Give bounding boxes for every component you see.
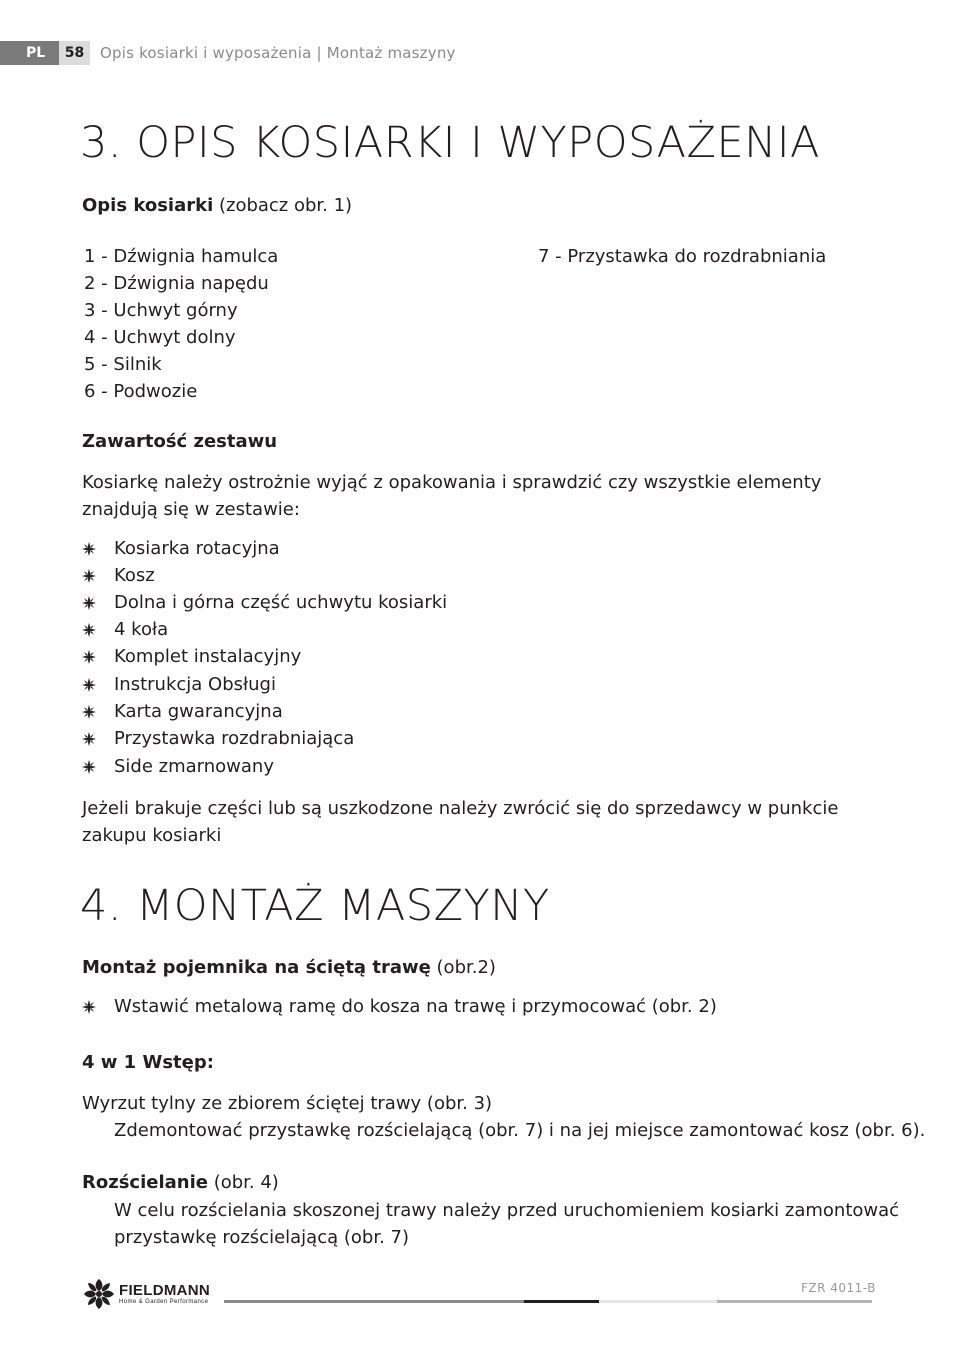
intro-heading (82, 1052, 214, 1073)
list-item-text: Karta gwarancyjna (114, 701, 283, 722)
flower-bullet-icon (82, 542, 96, 556)
flower-bullet-icon (82, 705, 96, 719)
intro-heading-bold: 4 w 1 Wstęp: (82, 1052, 214, 1073)
part-item: 7 - Przystawka do rozdrabniania (538, 246, 827, 267)
list-item-text: Przystawka rozdrabniająca (114, 728, 355, 749)
list-item (82, 619, 168, 640)
list-item (82, 592, 447, 613)
language-tab: PL (0, 41, 59, 65)
flower-bullet-icon (82, 732, 96, 746)
flower-bullet-icon (82, 569, 96, 583)
part-item: 4 - Uchwyt dolny (84, 327, 236, 348)
brand-name: FIELDMANN (119, 1282, 211, 1299)
list-item-text: Instrukcja Obsługi (114, 674, 276, 695)
list-item-text: Kosiarka rotacyjna (114, 538, 280, 559)
part-item: 5 - Silnik (84, 354, 162, 375)
footer-divider (717, 1300, 872, 1303)
list-item-text: Dolna i górna część uchwytu kosiarki (114, 592, 448, 613)
spreading-line: przystawkę rozścielającą (obr. 7) (114, 1227, 409, 1248)
list-item-text: Komplet instalacyjny (114, 646, 302, 667)
flower-bullet-icon (82, 623, 96, 637)
bag-mount-heading-bold: Montaż pojemnika na ściętą trawę (82, 957, 431, 978)
brand-text-block (119, 1283, 210, 1305)
section3-title: 3. OPIS KOSIARKI I WYPOSAŻENIA (80, 118, 820, 168)
page-header (0, 41, 456, 65)
contents-heading-bold: Zawartość zestawu (82, 431, 278, 452)
list-item-text: Side zmarnowany (114, 756, 274, 777)
list-item (82, 646, 301, 667)
footer-divider (524, 1300, 599, 1303)
spreading-heading (82, 1172, 279, 1193)
list-item (82, 674, 276, 695)
part-item: 1 - Dźwignia hamulca (84, 246, 279, 267)
model-number: FZR 4011-B (801, 1281, 876, 1295)
list-item (82, 701, 283, 722)
list-item (82, 538, 280, 559)
fieldmann-logo-icon (82, 1277, 116, 1311)
bag-mount-heading (82, 957, 496, 978)
list-item (82, 756, 274, 777)
header-title: Opis kosiarki i wyposażenia | Montaż maszyny (100, 44, 456, 62)
description-heading (82, 195, 352, 216)
list-item (82, 996, 717, 1017)
brand-logo (82, 1277, 210, 1311)
list-item (82, 728, 354, 749)
parts-list-right (538, 243, 826, 270)
spreading-line: W celu rozścielania skoszonej trawy należy przed uruchomieniem kosiarki zamontować (114, 1200, 900, 1221)
missing-parts-note: Jeżeli brakuje części lub są uszkodzone należy zwrócić się do sprzedawcy w punkcie zakupu kosiarki (82, 798, 839, 846)
list-item-text: 4 koła (114, 619, 169, 640)
list-item-text: Wstawić metalową ramę do kosza na trawę i przymocować (obr. 2) (114, 996, 717, 1017)
bag-mount-heading-rest: (obr.2) (430, 957, 496, 978)
description-heading-rest: (zobacz obr. 1) (213, 195, 353, 216)
footer-divider (224, 1300, 524, 1303)
spreading-heading-bold: Rozścielanie (82, 1172, 208, 1193)
part-item: 2 - Dźwignia napędu (84, 273, 269, 294)
flower-bullet-icon (82, 650, 96, 664)
description-heading-bold: Opis kosiarki (82, 195, 214, 216)
contents-heading (82, 431, 277, 452)
flower-bullet-icon (82, 678, 96, 692)
parts-list-left (84, 243, 278, 405)
rear-discharge-detail: Zdemontować przystawkę rozścielającą (obr. 7) i na jej miejsce zamontować kosz (obr. 6). (114, 1120, 926, 1141)
section4-title: 4. MONTAŻ MASZYNY (80, 881, 550, 931)
rear-discharge-line: Wyrzut tylny ze zbiorem ściętej trawy (obr. 3) (82, 1093, 493, 1114)
spreading-heading-rest: (obr. 4) (207, 1172, 279, 1193)
part-item: 3 - Uchwyt górny (84, 300, 238, 321)
footer-divider (599, 1300, 717, 1303)
part-item: 6 - Podwozie (84, 381, 198, 402)
spreading-text (114, 1197, 899, 1251)
list-item-text: Kosz (114, 565, 155, 586)
list-item (82, 565, 155, 586)
flower-bullet-icon (82, 760, 96, 774)
brand-tagline: Home & Garden Performance (119, 1299, 209, 1305)
flower-bullet-icon (82, 596, 96, 610)
contents-intro: Kosiarkę należy ostrożnie wyjąć z opakowania i sprawdzić czy wszystkie elementy znajdują się w zestawie: (82, 472, 822, 520)
page-number: 58 (59, 41, 90, 65)
flower-bullet-icon (82, 1000, 96, 1014)
